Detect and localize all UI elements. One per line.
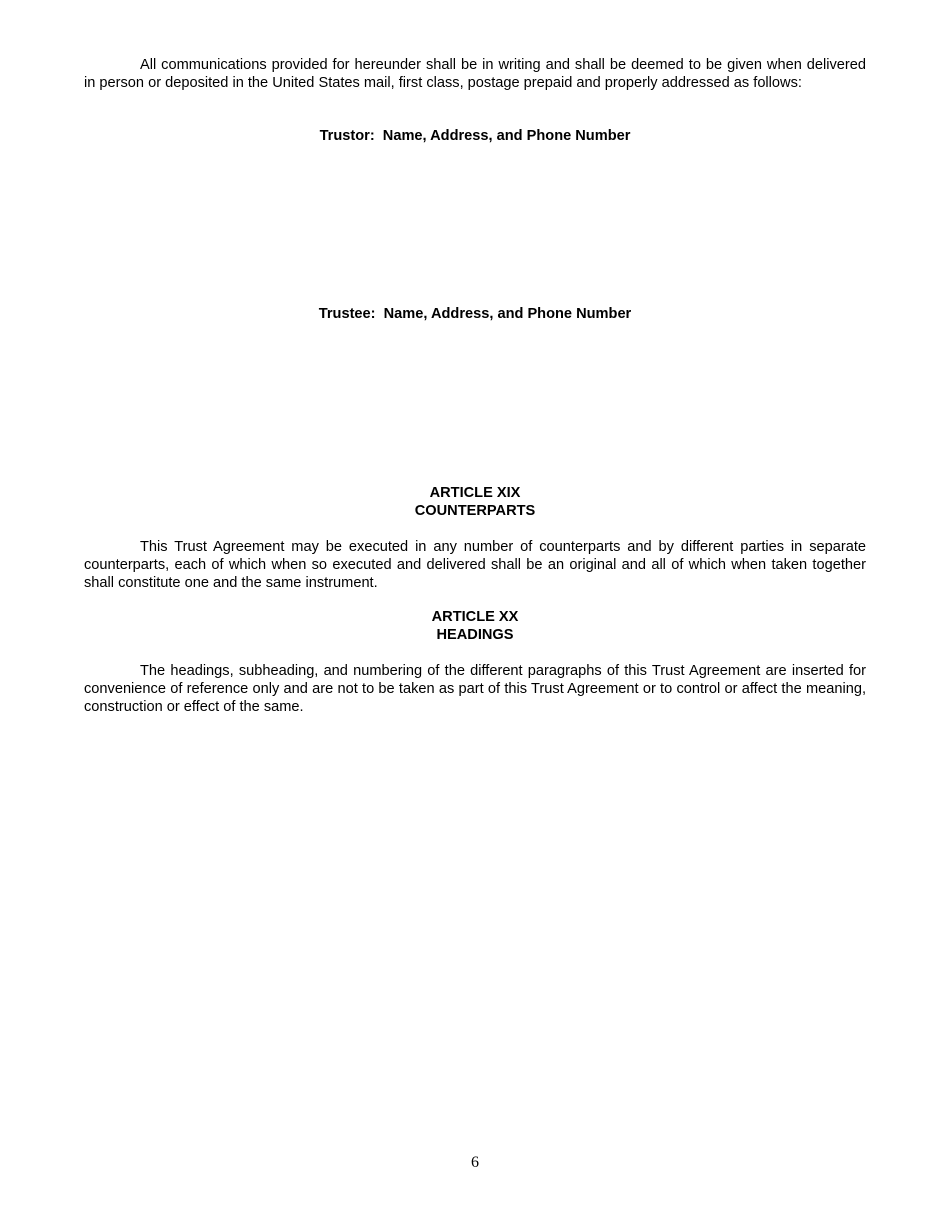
- page-number: 6: [471, 1154, 479, 1171]
- article-xx-body: The headings, subheading, and numbering of the different paragraphs of this Trust Agreement are inserted for convenience of reference only and are not to be taken as part of this Trust Agreement or to control or affect the meaning, construction or effect of the same.: [84, 663, 866, 715]
- article-xix-title: COUNTERPARTS: [414, 503, 536, 519]
- article-xix-body: This Trust Agreement may be executed in any number of counterparts and by different parties in separate counterparts, each of which when so executed and delivered shall be an original and all of which when taken together shall constitute one and the same instrument.: [84, 539, 866, 591]
- communications-paragraph: All communications provided for hereunder shall be in writing and shall be deemed to be given when delivered in person or deposited in the United States mail, first class, postage prepaid and properly addressed as follows:: [84, 57, 866, 91]
- trustee-label: Trustee: Name, Address, and Phone Number: [318, 306, 632, 322]
- article-xx-title: HEADINGS: [436, 627, 514, 643]
- article-xix-number: ARTICLE XIX: [429, 485, 521, 501]
- article-xx-number: ARTICLE XX: [431, 609, 519, 625]
- trustor-label: Trustor: Name, Address, and Phone Number: [319, 128, 631, 144]
